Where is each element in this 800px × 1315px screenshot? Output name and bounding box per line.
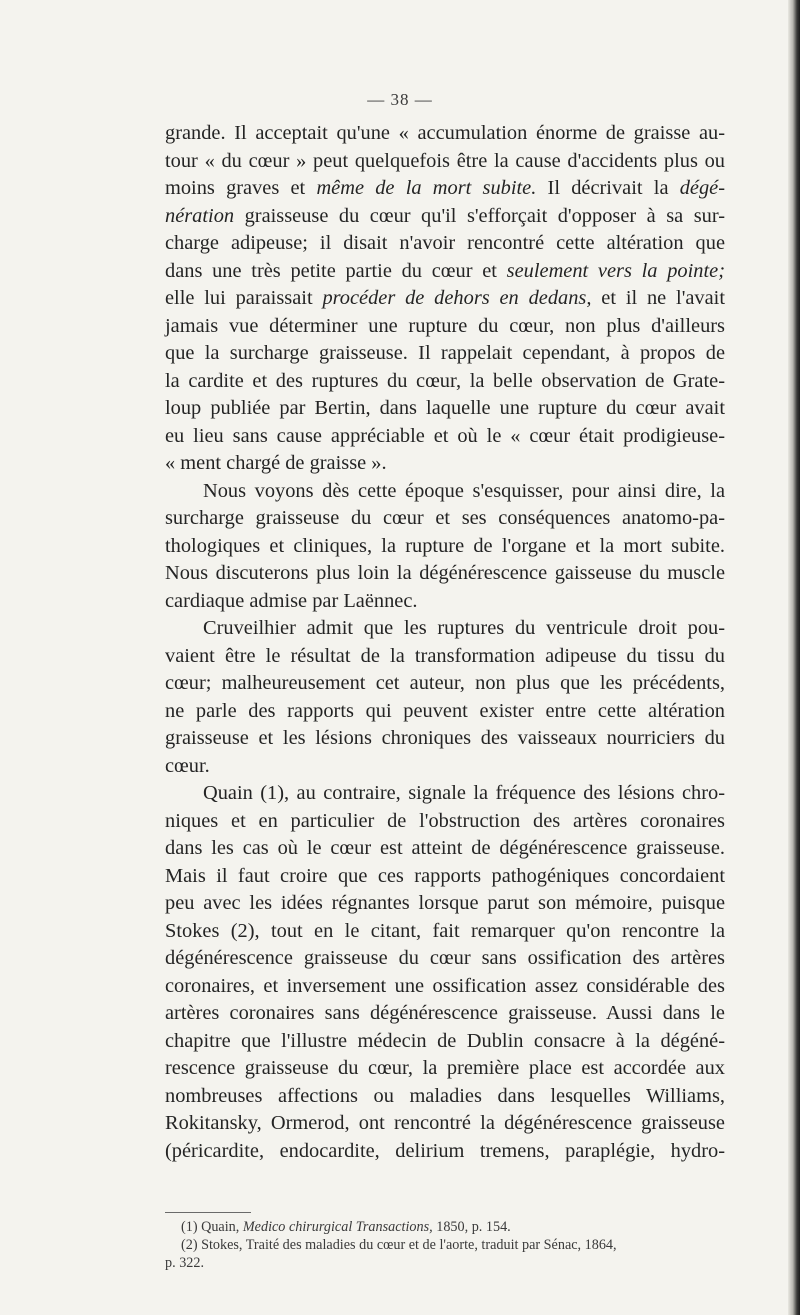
text-line: « ment chargé de graisse ». bbox=[165, 452, 387, 474]
text-line: niques et en particulier de l'obstruction des artères coronaires bbox=[165, 809, 725, 832]
text-line: elle lui paraissait procéder de dehors en dedans, et il ne l'avait bbox=[165, 287, 725, 309]
text-line: Mais il faut croire que ces rapports pathogéniques concordaient bbox=[165, 864, 725, 887]
text-line: nération graisseuse du cœur qu'il s'efforçait d'opposer à sa sur- bbox=[165, 204, 725, 227]
text-line: que la surcharge graisseuse. Il rappelait cependant, à propos de bbox=[165, 342, 725, 364]
text-line: vaient être le résultat de la transformation adipeuse du tissu du bbox=[165, 644, 725, 667]
text-line: artères coronaires sans dégénérescence graisseuse. Aussi dans le bbox=[165, 1002, 725, 1024]
page-edge-shadow bbox=[788, 0, 800, 1315]
footnote-line: (1) Quain, Medico chirurgical Transactions, 1850, p. 154. bbox=[181, 1219, 511, 1235]
text-line: eu lieu sans cause appréciable et où le « cœur était prodigieuse- bbox=[165, 424, 725, 447]
text-line: surcharge graisseuse du cœur et ses conséquences anatomo-pa- bbox=[165, 507, 725, 529]
text-line: Stokes (2), tout en le citant, fait remarquer qu'on rencontre la bbox=[165, 919, 725, 942]
body-text bbox=[165, 120, 725, 1165]
text-line: cardiaque admise par Laënnec. bbox=[165, 589, 418, 612]
text-line: (péricardite, endocardite, delirium tremens, paraplégie, hydro- bbox=[165, 1139, 725, 1162]
italic-text: même de la mort subite. bbox=[316, 177, 537, 199]
text-line: la cardite et des ruptures du cœur, la belle observation de Grate- bbox=[165, 369, 725, 392]
footnotes bbox=[165, 1218, 725, 1272]
text-line: dans les cas où le cœur est atteint de dégénérescence graisseuse. bbox=[165, 837, 725, 859]
text-line: ne parle des rapports qui peuvent exister entre cette altération bbox=[165, 699, 725, 722]
text-line: tour « du cœur » peut quelquefois être la cause d'accidents plus ou bbox=[165, 149, 725, 172]
text-line: cœur; malheureusement cet auteur, non plus que les précédents, bbox=[165, 672, 725, 694]
page-number: — 38 — bbox=[367, 90, 433, 109]
text-line: jamais vue déterminer une rupture du cœur, non plus d'ailleurs bbox=[165, 314, 725, 337]
text-line: graisseuse et les lésions chroniques des vaisseaux nourriciers du bbox=[165, 727, 725, 749]
text-line: Nous discuterons plus loin la dégénérescence gaisseuse du muscle bbox=[165, 562, 725, 584]
italic-text: nération bbox=[165, 204, 235, 227]
footnote-line: p. 322. bbox=[165, 1255, 205, 1271]
text-line: dégénérescence graisseuse du cœur sans ossification des artères bbox=[165, 947, 725, 969]
italic-text: procéder de dehors en dedans, bbox=[322, 287, 592, 309]
text-line: Quain (1), au contraire, signale la fréquence des lésions chro- bbox=[203, 782, 725, 804]
footnote-separator bbox=[165, 1212, 251, 1213]
text-line: Rokitansky, Ormerod, ont rencontré la dégénérescence graisseuse bbox=[165, 1112, 725, 1134]
text-line: dans une très petite partie du cœur et seulement vers la pointe; bbox=[165, 259, 725, 282]
text-line: nombreuses affections ou maladies dans lesquelles Williams, bbox=[165, 1084, 725, 1107]
text-line: charge adipeuse; il disait n'avoir rencontré cette altération que bbox=[165, 232, 725, 254]
text-line: Cruveilhier admit que les ruptures du ventricule droit pou- bbox=[203, 617, 725, 639]
italic-text: dégé- bbox=[679, 177, 726, 199]
text-line: chapitre que l'illustre médecin de Dublin consacre à la dégéné- bbox=[165, 1029, 725, 1052]
text-line: moins graves et même de la mort subite. Il décrivait la dégé- bbox=[165, 177, 726, 199]
text-line: coronaires, et inversement une ossification assez considérable des bbox=[165, 974, 725, 997]
text-line: peu avec les idées régnantes lorsque parut son mémoire, puisque bbox=[165, 892, 725, 914]
text-line: grande. Il acceptait qu'une « accumulation énorme de graisse au- bbox=[165, 122, 725, 144]
footnote-line: (2) Stokes, Traité des maladies du cœur et de l'aorte, traduit par Sénac, 1864, bbox=[181, 1237, 617, 1253]
text-line: loup publiée par Bertin, dans laquelle une rupture du cœur avait bbox=[165, 397, 725, 419]
text-line: rescence graisseuse du cœur, la première place est accordée aux bbox=[165, 1057, 725, 1079]
italic-text: seulement vers la pointe; bbox=[506, 259, 725, 282]
text-line: cœur. bbox=[165, 754, 210, 777]
text-line: Nous voyons dès cette époque s'esquisser, pour ainsi dire, la bbox=[203, 479, 725, 502]
italic-text: Medico chirurgical Transactions, bbox=[242, 1219, 433, 1235]
text-line: thologiques et cliniques, la rupture de l'organe et la mort subite. bbox=[165, 534, 725, 557]
